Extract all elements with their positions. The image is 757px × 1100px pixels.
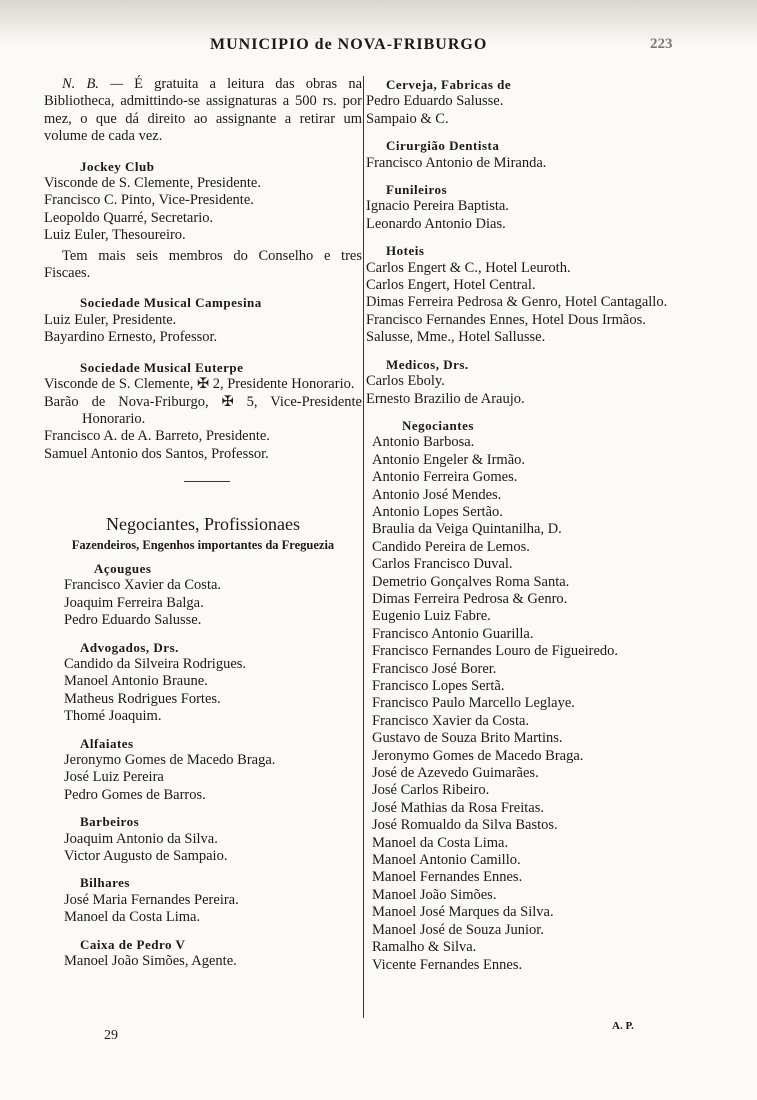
list-item: Antonio Barbosa. [372,434,475,451]
section-rule [184,481,230,482]
list-item: Antonio Engeler & Irmão. [372,451,526,468]
printer-signature: A. P. [612,1020,634,1032]
list-item: Manoel João Simões. [372,886,497,903]
section-bilhares: Bilhares [80,875,130,891]
list-item: Francisco Paulo Marcello Leglaye. [372,695,575,712]
list-item: Manoel da Costa Lima. [64,909,201,926]
section-jockey-club: Jockey Club [80,158,155,174]
nb-text: É gratuita a leitura das obras na Bibliotheca, admittindo-se assignaturas a 500 rs. por mez, o que dá direito ao assignante a retirar um volume de cada vez. [44,76,363,145]
list-item: Jeronymo Gomes de Macedo Braga. [64,752,276,768]
list-item: Antonio Ferreira Gomes. [372,469,518,486]
list-item: Jeronymo Gomes de Macedo Braga. [372,747,584,764]
list-item: Thomé Joaquim. [64,708,162,725]
list-item: Francisco Fernandes Louro de Figueiredo. [372,643,619,660]
section-barbeiros: Barbeiros [80,814,140,830]
list-item: José Carlos Ribeiro. [372,782,490,799]
section-hoteis: Hoteis [386,243,425,259]
list-item: Antonio Lopes Sertão. [372,503,503,520]
list-item: Eugenio Luiz Fabre. [372,608,491,625]
section-acougues: Açougues [94,560,152,576]
nb-paragraph [44,76,362,146]
negociantes-title: Negociantes, Profissionaes [106,514,300,535]
list-item: Francisco José Borer. [372,660,497,677]
list-item: Luiz Euler, Presidente. [44,311,177,328]
list-item: Candido da Silveira Rodrigues. [64,655,247,672]
section-cirurgiao-dentista: Cirurgião Dentista [386,138,500,154]
list-item: Samuel Antonio dos Santos, Professor. [44,445,269,462]
list-item: Visconde de S. Clemente, Presidente. [44,175,261,192]
page-number-bottom: 29 [104,1028,118,1043]
list-item: Manoel José de Souza Junior. [372,921,544,938]
section-medicos: Medicos, Drs. [386,356,469,372]
list-item: Manoel da Costa Lima. [372,834,509,851]
list-item: Leonardo Antonio Dias. [366,215,506,232]
list-item: Francisco C. Pinto, Vice-Presidente. [44,192,254,209]
list-item: Antonio José Mendes. [372,486,502,503]
list-item: Francisco Antonio de Miranda. [366,154,547,171]
list-item: Carlos Francisco Duval. [372,556,513,573]
list-item: José Maria Fernandes Pereira. [64,891,239,908]
list-item: Francisco Lopes Sertã. [372,678,505,694]
section-negociantes: Negociantes [402,417,474,433]
list-item: Ernesto Brazilio de Araujo. [366,390,525,407]
list-item: Dimas Ferreira Pedrosa & Genro, Hotel Cantagallo. [366,294,668,311]
list-item: Barão de Nova-Friburgo, ✠ 5, Vice-Presidente Honorario. [44,393,362,427]
nb-label: N. B. — [62,76,123,92]
section-advogados: Advogados, Drs. [80,639,179,655]
list-item: Francisco Fernandes Ennes, Hotel Dous Irmãos. [366,311,646,328]
list-item: Dimas Ferreira Pedrosa & Genro. [372,590,568,607]
list-item: José de Azevedo Guimarães. [372,765,539,782]
list-item: Gustavo de Souza Brito Martins. [372,730,563,747]
section-campesina: Sociedade Musical Campesina [80,295,262,311]
list-item: Luiz Euler, Thesoureiro. [44,227,186,244]
section-euterpe: Sociedade Musical Euterpe [80,359,244,375]
list-item: Carlos Eboly. [366,373,445,390]
left-column [44,76,362,970]
list-item: Visconde de S. Clemente, ✠ 2, Presidente Honorario. [44,376,355,393]
list-item: Carlos Engert, Hotel Central. [366,277,536,294]
list-item: Ramalho & Silva. [372,939,477,956]
list-item: Vicente Fernandes Ennes. [372,956,523,973]
list-item: Candido Pereira de Lemos. [372,538,530,555]
column-divider [363,76,364,1018]
jockey-note: Tem mais seis membros do Conselho e tres Fiscaes. [44,247,362,282]
list-item: Demetrio Gonçalves Roma Santa. [372,573,570,590]
list-item: Manoel João Simões, Agente. [64,953,237,970]
negociantes-subtitle: Fazendeiros, Engenhos importantes da Freguezia [71,537,335,552]
list-item: Sampaio & C. [366,110,449,127]
list-item: José Luiz Pereira [64,769,164,786]
list-item: Ignacio Pereira Baptista. [366,198,509,215]
list-item: Bayardino Ernesto, Professor. [44,329,218,346]
section-caixa-pedro-v: Caixa de Pedro V [80,936,186,952]
list-item: Manoel José Marques da Silva. [372,904,554,921]
list-item: Matheus Rodrigues Fortes. [64,690,221,707]
list-item: Braulia da Veiga Quintanilha, D. [372,521,562,538]
section-funileiros: Funileiros [386,182,448,198]
list-item: Joaquim Antonio da Silva. [64,830,218,847]
section-alfaiates: Alfaiates [80,735,134,751]
list-item: Francisco Xavier da Costa. [64,577,222,594]
section-cerveja: Cerveja, Fabricas de [386,77,512,92]
list-item: Francisco Antonio Guarilla. [372,625,534,642]
list-item: José Romualdo da Silva Bastos. [372,817,558,834]
list-item: Manoel Antonio Braune. [64,673,208,690]
list-item: Manoel Antonio Camillo. [372,852,521,869]
list-item: Francisco A. de A. Barreto, Presidente. [44,428,270,445]
list-item: Pedro Eduardo Salusse. [366,93,504,110]
list-item: Manoel Fernandes Ennes. [372,869,523,886]
list-item: Joaquim Ferreira Balga. [64,594,204,611]
list-item: Francisco Xavier da Costa. [372,712,530,729]
list-item: José Mathias da Rosa Freitas. [372,799,544,816]
list-item: Pedro Gomes de Barros. [64,786,206,803]
list-item: Leopoldo Quarré, Secretario. [44,209,214,226]
list-item: Pedro Eduardo Salusse. [64,612,202,629]
negociantes-list [366,434,702,974]
list-item: Carlos Engert & C., Hotel Leuroth. [366,259,571,276]
list-item: Salusse, Mme., Hotel Sallusse. [366,329,546,346]
page-number-top: 223 [650,36,673,52]
right-column [366,76,702,974]
page-header: MUNICIPIO de NOVA-FRIBURGO [210,36,488,53]
list-item: Victor Augusto de Sampaio. [64,848,228,865]
